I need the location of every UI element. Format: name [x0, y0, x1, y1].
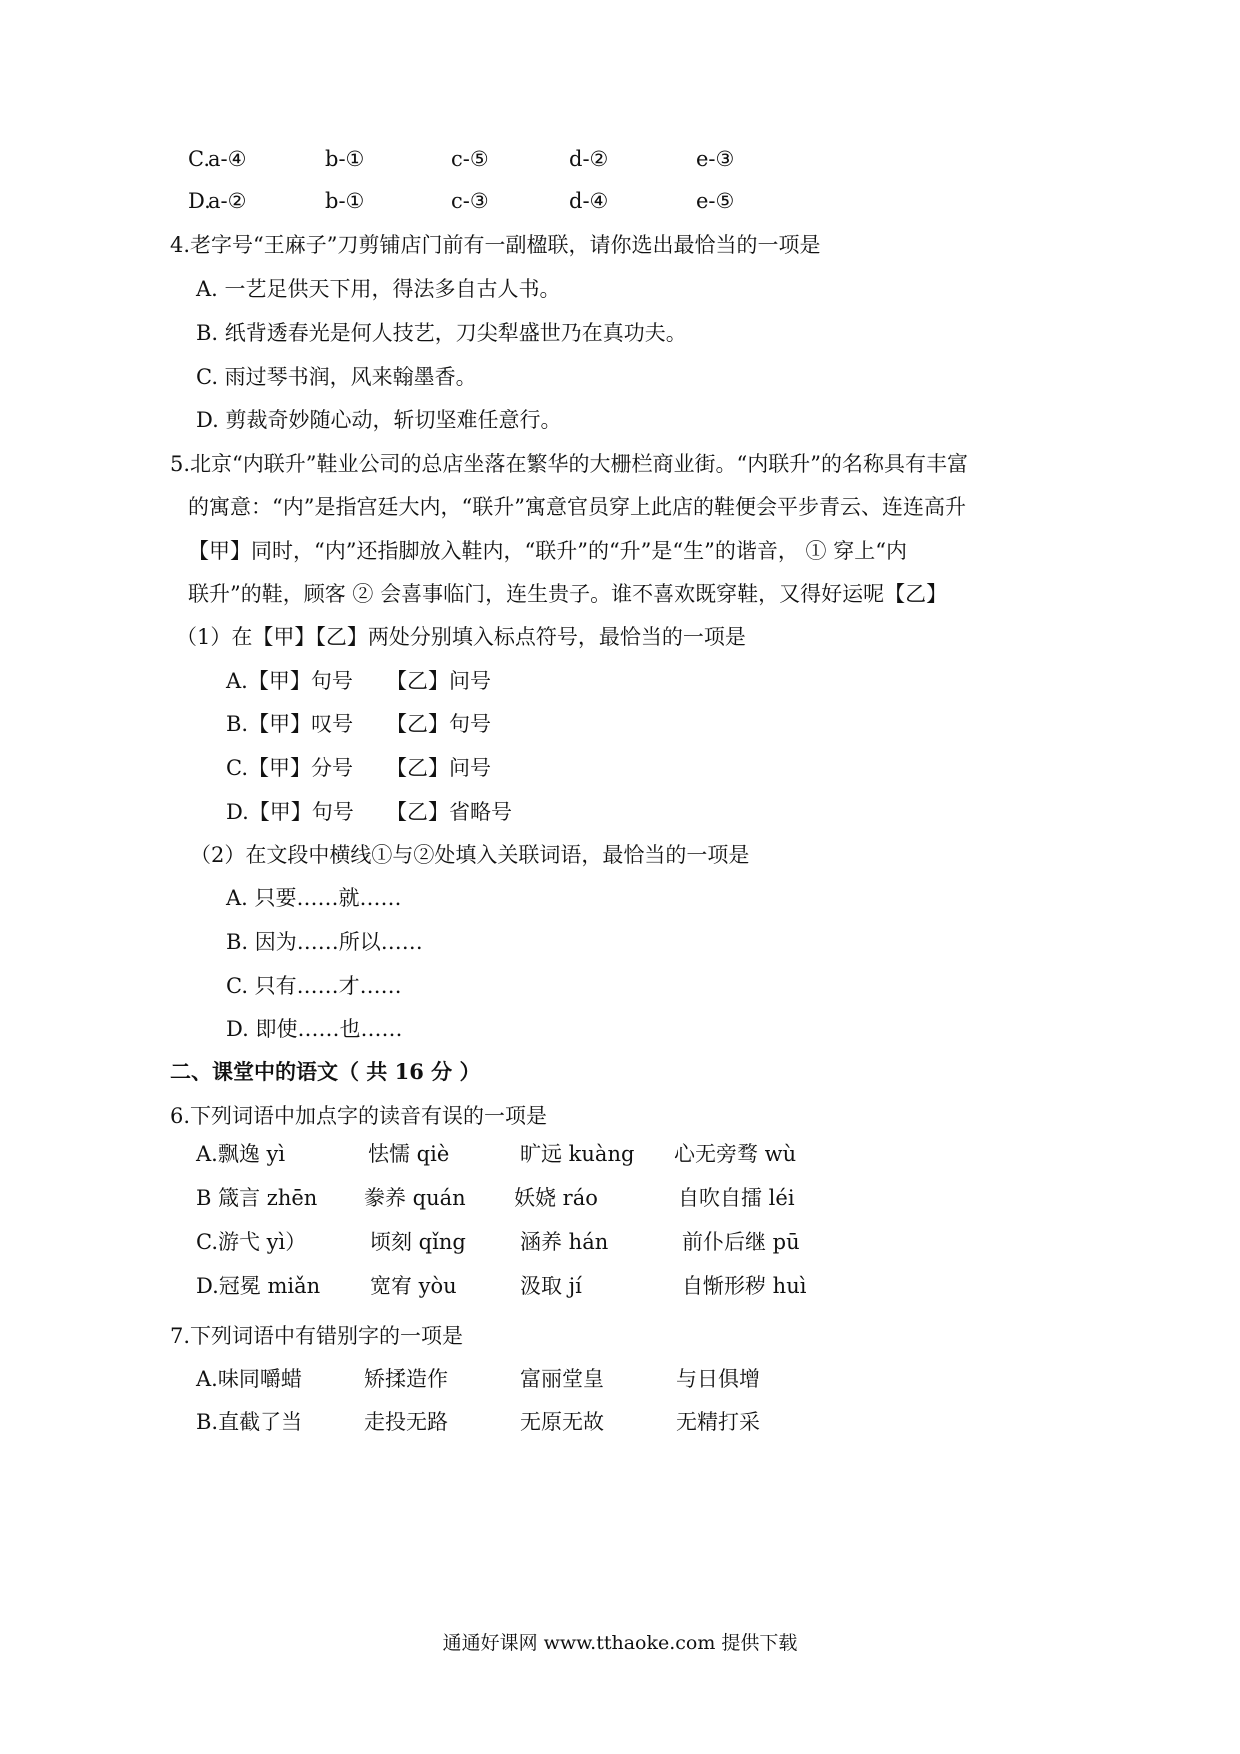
reading-item: 汲取 jí: [520, 1274, 582, 1298]
reading-item: 怯懦 qiè: [368, 1142, 450, 1166]
question-4-option-c: C. 雨过琴书润，风来翰墨香。: [196, 365, 477, 389]
section-heading: 二、课堂中的语文（ 共 16 分 ）: [170, 1059, 481, 1084]
reading-item: C.游弋 yì）: [196, 1230, 307, 1254]
matching-cell: b-①: [325, 147, 365, 171]
question-5-passage-line: 联升”的鞋，顾客 ② 会喜事临门，连生贵子。谁不喜欢既穿鞋，又得好运呢【乙】: [188, 582, 948, 606]
word-item: 无精打采: [676, 1410, 760, 1434]
option-part: 【乙】句号: [386, 712, 491, 736]
reading-item: 自惭形秽 huì: [682, 1274, 807, 1298]
matching-cell: a-②: [208, 189, 247, 213]
word-item: 富丽堂皇: [520, 1367, 604, 1391]
word-item: 走投无路: [364, 1410, 448, 1434]
reading-item: 宽宥 yòu: [370, 1274, 457, 1298]
question-7-stem: 7.下列词语中有错别字的一项是: [170, 1324, 464, 1348]
question-4-stem: 4.老字号“王麻子”刀剪铺店门前有一副楹联，请你选出最恰当的一项是: [170, 233, 821, 257]
word-item: 矫揉造作: [364, 1367, 448, 1391]
word-item: A.味同嚼蜡: [196, 1367, 302, 1391]
option-part: A.【甲】句号: [226, 669, 353, 693]
option-part: D.【甲】句号: [226, 800, 354, 824]
question-5-sub1-option-c: [226, 755, 626, 781]
question-4-option-a: A. 一艺足供天下用，得法多自古人书。: [196, 277, 561, 301]
question-4-option-d: D. 剪裁奇妙随心动，斩切坚难任意行。: [196, 408, 562, 432]
question-7-row-b: [196, 1409, 896, 1435]
matching-cell: c-⑤: [451, 147, 489, 171]
reading-item: 顷刻 qǐng: [370, 1230, 466, 1254]
reading-item: 豢养 quán: [364, 1186, 466, 1210]
question-5-sub2-option-b: B. 因为……所以……: [226, 930, 423, 954]
question-5-sub1-option-a: [226, 668, 626, 694]
question-5-sub1-option-d: [226, 799, 626, 825]
question-5-sub2-stem: （2）在文段中横线①与②处填入关联词语，最恰当的一项是: [190, 843, 750, 867]
matching-cell: d-②: [569, 147, 609, 171]
question-5-sub2-option-a: A. 只要……就……: [226, 886, 402, 910]
matching-row-d: [188, 188, 1088, 214]
option-part: 【乙】问号: [386, 669, 491, 693]
question-5-sub1-option-b: [226, 711, 626, 737]
reading-item: 涵养 hán: [520, 1230, 609, 1254]
option-part: 【乙】问号: [386, 756, 491, 780]
word-item: B.直截了当: [196, 1410, 303, 1434]
question-6-stem: 6.下列词语中加点字的读音有误的一项是: [170, 1104, 548, 1128]
question-5-sub2-option-c: C. 只有……才……: [226, 974, 402, 998]
matching-row-c: [188, 146, 1088, 172]
matching-cell: b-①: [325, 189, 365, 213]
question-5-passage-line: 5.北京“内联升”鞋业公司的总店坐落在繁华的大栅栏商业街。“内联升”的名称具有丰富: [170, 452, 968, 476]
question-5-sub1-stem: （1）在【甲】【乙】两处分别填入标点符号，最恰当的一项是: [176, 625, 746, 649]
reading-item: 旷远 kuàng: [520, 1142, 635, 1166]
question-4-option-b: B. 纸背透春光是何人技艺，刀尖犁盛世乃在真功夫。: [196, 321, 687, 345]
question-7-row-a: [196, 1366, 896, 1392]
question-6-row-c: [196, 1229, 896, 1259]
word-item: 与日俱增: [676, 1367, 760, 1391]
reading-item: 妖娆 ráo: [514, 1186, 598, 1210]
question-6-row-d: [196, 1273, 896, 1303]
matching-cell: c-③: [451, 189, 489, 213]
matching-cell: e-③: [696, 147, 735, 171]
reading-item: 心无旁骛 wù: [674, 1142, 797, 1166]
reading-item: 前仆后继 pū: [682, 1230, 800, 1254]
page-footer: 通通好课网 www.tthaoke.com 提供下载: [442, 1632, 798, 1654]
reading-item: B 箴言 zhēn: [196, 1186, 318, 1210]
reading-item: D.冠冕 miǎn: [196, 1274, 321, 1298]
matching-cell: d-④: [569, 189, 609, 213]
question-5-passage-line: 的寓意：“内”是指宫廷大内，“联升”寓意官员穿上此店的鞋便会平步青云、连连高升: [188, 495, 966, 519]
matching-row-label: C.: [188, 147, 210, 171]
reading-item: A.飘逸 yì: [196, 1142, 286, 1166]
question-6-row-a: [196, 1141, 896, 1171]
question-5-sub2-option-d: D. 即使……也……: [226, 1017, 403, 1041]
matching-cell: a-④: [208, 147, 247, 171]
reading-item: 自吹自擂 léi: [678, 1186, 795, 1210]
matching-row-label: D.: [188, 189, 211, 213]
option-part: C.【甲】分号: [226, 756, 353, 780]
question-6-row-b: [196, 1185, 896, 1215]
matching-cell: e-⑤: [696, 189, 735, 213]
word-item: 无原无故: [520, 1410, 604, 1434]
question-5-passage-line: 【甲】同时，“内”还指脚放入鞋内，“联升”的“升”是“生”的谐音， ① 穿上“内: [188, 539, 907, 563]
option-part: 【乙】省略号: [386, 800, 512, 824]
option-part: B.【甲】叹号: [226, 712, 354, 736]
